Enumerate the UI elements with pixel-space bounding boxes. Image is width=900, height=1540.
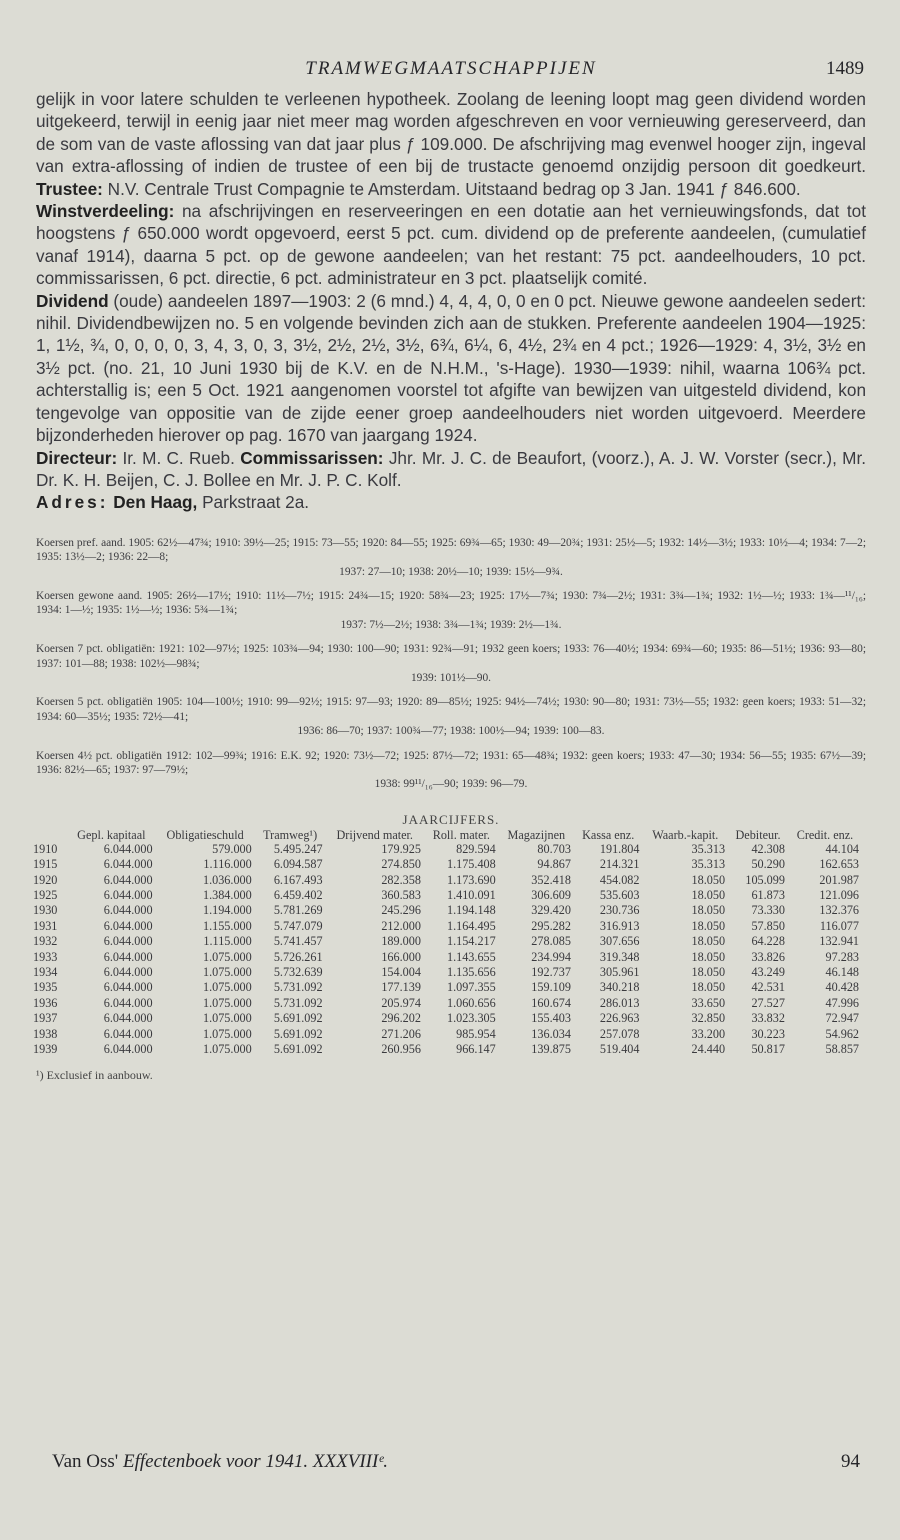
value-cell: 6.044.000 [103, 980, 153, 995]
table-row [30, 888, 862, 903]
value-cell: 1.060.656 [446, 995, 496, 1010]
value-cell: 73.330 [751, 903, 785, 918]
value-cell: 1.075.000 [202, 1042, 252, 1057]
value-cell: 177.139 [381, 980, 421, 995]
footer-book-title: Effectenboek voor 1941. XXXVIIIᵉ. [122, 1451, 389, 1472]
year-cell: 1925 [33, 888, 58, 903]
value-cell: 6.044.000 [103, 872, 153, 887]
year-cell: 1915 [33, 857, 58, 872]
paragraph-dividend: Dividend (oude) aandeelen 1897—1903: 2 (6 mnd.) 4, 4, 4, 0, 0 en 0 pct. Nieuwe gewone aandeelen sedert: nihil. Dividendbewijzen no. 5 en volgende bevinden zich aan de stukken. Preferente aandeelen 1904—1925: 1, 1½, ¾, 0, 0, 0, 0, 3, 4, 3, 0, 3, 3½, 2½, 2½, 3½, 6¾, 6¼, 6, 4½, 2¾ en 4 pct.; 1926—1929: 4, 3½, 3½ en 3½ pct. (no. 21, 10 Juni 1930 bij de K.V. en de N.H.M., 's-Hage). 1930—1939: nihil, waarna 106¾ pct. achterstallig is; een 5 Oct. 1921 aangenomen voorstel tot afgifte van bewijzen van uitgesteld dividend, kon tengevolge van oppositie van de zijde eener groep aandeelhouders niet worden uitgevoerd. Meerdere bijzonderheden hierover op pag. 1670 van jaargang 1924. [36, 290, 866, 446]
value-cell: 579.000 [212, 841, 252, 856]
value-cell: 155.403 [531, 1011, 571, 1026]
value-cell: 214.321 [599, 857, 640, 872]
value-cell: 1.116.000 [203, 857, 252, 872]
value-cell: 192.737 [531, 965, 571, 980]
value-cell: 1.023.305 [446, 1011, 496, 1026]
value-cell: 80.703 [537, 841, 571, 856]
koersen-4half-pct: Koersen 4½ pct. obligatiën 1912: 102—99¾; 1916: E.K. 92; 1920: 73½—72; 1925: 87½—72; 1931: 65—48¾; 1932: geen koers; 1933: 47—30; 1934: 56—55; 1935: 67½—39; 1936: 82½—65; 1937: 97—79½; 1938: 99¹¹/₁₆—90; 1939: 96—79. [36, 749, 866, 791]
value-cell: 57.850 [751, 918, 785, 933]
value-cell: 1.036.000 [202, 872, 252, 887]
value-cell: 1.075.000 [202, 949, 252, 964]
value-cell: 35.313 [691, 857, 726, 872]
value-cell: 1.075.000 [202, 980, 252, 995]
value-cell: 985.954 [456, 1026, 496, 1041]
value-cell: 212.000 [381, 918, 421, 933]
value-cell: 116.077 [819, 918, 859, 933]
value-cell: 5.732.639 [273, 965, 323, 980]
value-cell: 154.004 [381, 965, 421, 980]
adres-label: Adres: [36, 492, 109, 513]
value-cell: 97.283 [825, 949, 859, 964]
year-cell: 1939 [33, 1042, 58, 1057]
table-row [30, 1027, 862, 1042]
column-header: Drijvend mater. [336, 827, 413, 842]
value-cell: 296.202 [381, 1011, 421, 1026]
column-header: Roll. mater. [432, 827, 490, 842]
table-row [30, 1042, 862, 1057]
value-cell: 1.075.000 [202, 965, 252, 980]
value-cell: 234.994 [531, 949, 571, 964]
value-cell: 352.418 [531, 872, 571, 887]
table-row [30, 873, 862, 888]
value-cell: 1.173.690 [446, 872, 496, 887]
value-cell: 159.109 [531, 980, 571, 995]
value-cell: 316.913 [599, 918, 640, 933]
trustee-label: Trustee: [36, 178, 103, 199]
value-cell: 50.817 [751, 1042, 785, 1057]
value-cell: 306.609 [531, 888, 571, 903]
value-cell: 260.956 [381, 1042, 421, 1057]
value-cell: 5.726.261 [273, 949, 323, 964]
value-cell: 33.826 [751, 949, 785, 964]
footnote: ¹) Exclusief in aanbouw. [36, 1067, 153, 1082]
commissarissen-label: Commissarissen: [240, 447, 384, 468]
value-cell: 966.147 [456, 1042, 496, 1057]
value-cell: 121.096 [819, 888, 859, 903]
year-cell: 1938 [33, 1026, 58, 1041]
value-cell: 6.044.000 [103, 888, 153, 903]
value-cell: 33.650 [691, 995, 726, 1010]
value-cell: 42.308 [751, 841, 785, 856]
column-header: Waarb.-kapit. [652, 827, 719, 842]
koersen-section [36, 536, 866, 792]
value-cell: 1.194.000 [202, 903, 252, 918]
adres-city: Den Haag, [113, 492, 198, 513]
value-cell: 829.594 [456, 841, 496, 856]
value-cell: 24.440 [691, 1042, 726, 1057]
winst-label: Winstverdeeling: [36, 201, 175, 222]
value-cell: 1.194.148 [446, 903, 496, 918]
value-cell: 43.249 [751, 965, 785, 980]
column-header: Gepl. kapitaal [77, 827, 146, 842]
paragraph-winstverdeeling: Winstverdeeling: na afschrijvingen en reserveeringen en een dotatie aan het vernieuwingsfonds, dat tot hoogstens ƒ 650.000 wordt opgevoerd, eerst 5 pct. cum. dividend op de preferente aandeelen, (cumulatief vanaf 1914), daarna 5 pct. op de gewone aandeelen; van het restant: 75 pct. aandeelhouders, 10 pct. commissarissen, 6 pct. directie, 6 pct. administrateur en 3 pct. plaatselijk comité. [36, 201, 866, 289]
value-cell: 50.290 [751, 857, 785, 872]
koersen-7pct: Koersen 7 pct. obligatiën: 1921: 102—97½; 1925: 103¾—94; 1930: 100—90; 1931: 92¾—91; 1932 geen koers; 1933: 76—40½; 1934: 69¾—60; 1935: 86—51½; 1936: 93—80; 1937: 101—88; 1938: 102½—98¾; 1939: 101½—90. [36, 643, 866, 684]
value-cell: 46.148 [825, 965, 859, 980]
column-header: Tramweg¹) [263, 827, 318, 842]
value-cell: 33.200 [691, 1026, 726, 1041]
value-cell: 454.082 [599, 872, 640, 887]
value-cell: 1.154.217 [446, 934, 496, 949]
value-cell: 6.044.000 [103, 1026, 153, 1041]
year-cell: 1920 [33, 872, 58, 887]
koersen-gewone: Koersen gewone aand. 1905: 26½—17½; 1910: 11½—7½; 1915: 24¾—15; 1920: 58¾—23; 1925: 17½—7¾; 1930: 7¾—2½; 1931: 3¾—1¾; 1932: 1½—½; 1933: 1¾—¹¹/₁₆; 1934: 1—½; 1935: 1½—½; 1936: 5¾—1¾; 1937: 7½—2½; 1938: 3¾—1¾; 1939: 2½—1¾. [36, 589, 866, 631]
koersen-5pct: Koersen 5 pct. obligatiën 1905: 104—100½; 1910: 99—92½; 1915: 97—93; 1920: 89—85½; 1925: 94½—74½; 1930: 90—80; 1931: 73½—55; 1932: geen koers; 1933: 51—32; 1934: 60—35½; 1935: 72½—41; 1936: 86—70; 1937: 100¾—77; 1938: 100½—94; 1939: 100—83. [36, 696, 866, 738]
value-cell: 1.143.655 [446, 949, 496, 964]
footer-prefix: Van Oss' [52, 1451, 119, 1472]
body-text [36, 88, 866, 514]
value-cell: 340.218 [599, 980, 640, 995]
value-cell: 72.947 [825, 1011, 859, 1026]
value-cell: 105.099 [745, 872, 785, 887]
value-cell: 18.050 [691, 872, 726, 887]
year-cell: 1937 [33, 1011, 58, 1026]
column-header [30, 828, 67, 842]
running-title: TRAMWEGMAATSCHAPPIJEN [305, 58, 597, 79]
paragraph-bestuur: Directeur: Ir. M. C. Rueb. Commissarissen: Jhr. Mr. J. C. de Beaufort, (voorz.), A. J. W. Vorster (secr.), Mr. Dr. K. H. Beijen, C. J. Bollee en Mr. J. P. C. Kolf. [36, 447, 867, 490]
value-cell: 5.691.092 [273, 1011, 323, 1026]
value-cell: 201.987 [819, 872, 859, 887]
value-cell: 5.781.269 [273, 903, 323, 918]
value-cell: 27.527 [751, 995, 785, 1010]
value-cell: 18.050 [691, 903, 726, 918]
value-cell: 132.376 [819, 903, 859, 918]
koersen-pref: Koersen pref. aand. 1905: 62½—47¾; 1910: 39½—25; 1915: 73—55; 1920: 84—55; 1925: 69¾—65; 1930: 49—20¾; 1931: 25½—5; 1932: 14½—3½; 1933: 10½—4; 1934: 7—2; 1935: 13½—2; 1936: 22—8; 1937: 27—10; 1938: 20½—10; 1939: 15½—9¾. [36, 536, 866, 578]
value-cell: 226.963 [599, 1011, 640, 1026]
value-cell: 32.850 [691, 1011, 726, 1026]
value-cell: 58.857 [825, 1042, 859, 1057]
value-cell: 54.962 [825, 1026, 859, 1041]
value-cell: 271.206 [381, 1026, 421, 1041]
value-cell: 136.034 [531, 1026, 571, 1041]
table-header-row [30, 828, 862, 842]
value-cell: 535.603 [599, 888, 640, 903]
value-cell: 278.085 [531, 934, 571, 949]
value-cell: 5.495.247 [273, 841, 323, 856]
value-cell: 18.050 [691, 980, 726, 995]
value-cell: 274.850 [381, 857, 421, 872]
value-cell: 1.097.355 [446, 980, 496, 995]
table-row [30, 934, 862, 949]
value-cell: 5.741.457 [273, 934, 323, 949]
value-cell: 40.428 [825, 980, 859, 995]
jaarcijfers-title: JAARCIJFERS. [402, 811, 500, 827]
value-cell: 47.996 [825, 995, 859, 1010]
value-cell: 33.832 [751, 1011, 785, 1026]
value-cell: 1.115.000 [203, 934, 252, 949]
value-cell: 44.104 [825, 841, 859, 856]
value-cell: 1.075.000 [202, 1011, 252, 1026]
column-header: Credit. enz. [796, 827, 854, 842]
directeur-label: Directeur: [36, 447, 118, 468]
year-cell: 1910 [33, 841, 58, 856]
value-cell: 6.044.000 [103, 965, 153, 980]
value-cell: 191.804 [599, 841, 640, 856]
value-cell: 205.974 [381, 995, 421, 1010]
year-cell: 1932 [33, 934, 58, 949]
value-cell: 162.653 [819, 857, 859, 872]
value-cell: 6.044.000 [103, 995, 153, 1010]
value-cell: 230.736 [599, 903, 640, 918]
page-number: 1489 [826, 58, 864, 79]
table-row [30, 903, 862, 918]
value-cell: 6.044.000 [103, 918, 153, 933]
year-cell: 1933 [33, 949, 58, 964]
table-row [30, 1011, 862, 1026]
value-cell: 1.135.656 [446, 965, 496, 980]
year-cell: 1931 [33, 918, 58, 933]
value-cell: 42.531 [751, 980, 785, 995]
column-header: Obligatieschuld [166, 827, 244, 842]
value-cell: 245.296 [381, 903, 421, 918]
value-cell: 1.075.000 [202, 995, 252, 1010]
table-row [30, 980, 862, 995]
value-cell: 166.000 [381, 949, 421, 964]
paragraph-adres [36, 491, 866, 513]
value-cell: 319.348 [599, 949, 640, 964]
page-footer [52, 1451, 860, 1473]
column-header: Debiteur. [735, 827, 781, 842]
value-cell: 1.410.091 [446, 888, 496, 903]
table-row [30, 857, 862, 872]
year-cell: 1936 [33, 995, 58, 1010]
value-cell: 5.691.092 [273, 1042, 323, 1057]
value-cell: 6.044.000 [103, 949, 153, 964]
value-cell: 94.867 [537, 857, 571, 872]
value-cell: 286.013 [599, 995, 640, 1010]
value-cell: 307.656 [599, 934, 640, 949]
table-row [30, 965, 862, 980]
value-cell: 6.044.000 [103, 841, 153, 856]
value-cell: 18.050 [691, 949, 726, 964]
value-cell: 1.175.408 [446, 857, 496, 872]
value-cell: 61.873 [751, 888, 785, 903]
value-cell: 189.000 [381, 934, 421, 949]
value-cell: 5.747.079 [273, 918, 323, 933]
value-cell: 5.731.092 [273, 980, 323, 995]
value-cell: 329.420 [531, 903, 571, 918]
value-cell: 6.094.587 [273, 857, 323, 872]
value-cell: 305.961 [599, 965, 640, 980]
value-cell: 160.674 [531, 995, 571, 1010]
table-row [30, 919, 862, 934]
value-cell: 5.731.092 [273, 995, 323, 1010]
footer-number: 94 [841, 1451, 860, 1472]
value-cell: 257.078 [599, 1026, 640, 1041]
table-row [30, 842, 862, 857]
paragraph-hypotheek: gelijk in voor latere schulden te verleenen hypotheek. Zoolang de leening loopt mag geen dividend worden uitgekeerd, terwijl in eenig jaar niet meer mag worden afgeschreven en voor vernieuwing gereserveerd, dan de som van de vaste aflossing van dat jaar plus ƒ 109.000. De afschrijving mag evenwel hooger zijn, ingeval van extra-aflossing of indien de trustee of een bij de trustacte genoemd onzijdig persoon dit goedkeurt. Trustee: N.V. Centrale Trust Compagnie te Amsterdam. Uitstaand bedrag op 3 Jan. 1941 ƒ 846.600. [36, 89, 866, 199]
year-cell: 1935 [33, 980, 58, 995]
value-cell: 18.050 [691, 934, 726, 949]
value-cell: 282.358 [381, 872, 421, 887]
value-cell: 6.459.402 [273, 888, 323, 903]
value-cell: 139.875 [531, 1042, 571, 1057]
value-cell: 6.044.000 [103, 903, 153, 918]
running-header [36, 58, 866, 88]
value-cell: 6.044.000 [103, 934, 153, 949]
value-cell: 5.691.092 [273, 1026, 323, 1041]
value-cell: 1.075.000 [202, 1026, 252, 1041]
value-cell: 35.313 [691, 841, 726, 856]
value-cell: 295.282 [531, 918, 571, 933]
value-cell: 18.050 [691, 918, 726, 933]
value-cell: 6.044.000 [103, 1042, 153, 1057]
value-cell: 179.925 [381, 841, 421, 856]
value-cell: 132.941 [819, 934, 859, 949]
year-cell: 1934 [33, 965, 58, 980]
value-cell: 18.050 [691, 965, 726, 980]
column-header: Kassa enz. [582, 827, 635, 842]
adres-street: Parkstraat 2a. [202, 492, 310, 513]
value-cell: 360.583 [381, 888, 421, 903]
value-cell: 18.050 [691, 888, 726, 903]
value-cell: 6.044.000 [103, 1011, 153, 1026]
value-cell: 519.404 [599, 1042, 640, 1057]
value-cell: 1.384.000 [202, 888, 252, 903]
value-cell: 6.167.493 [273, 872, 323, 887]
column-header: Magazijnen [507, 827, 566, 842]
dividend-label: Dividend [36, 290, 109, 311]
value-cell: 1.164.495 [446, 918, 496, 933]
jaarcijfers-table [30, 828, 862, 1058]
value-cell: 6.044.000 [103, 857, 153, 872]
value-cell: 30.223 [751, 1026, 785, 1041]
table-row [30, 996, 862, 1011]
value-cell: 1.155.000 [202, 918, 252, 933]
trustee-text: N.V. Centrale Trust Compagnie te Amsterdam. Uitstaand bedrag op 3 Jan. 1941 ƒ 846.600. [107, 178, 801, 199]
table-row [30, 950, 862, 965]
value-cell: 64.228 [751, 934, 785, 949]
year-cell: 1930 [33, 903, 58, 918]
